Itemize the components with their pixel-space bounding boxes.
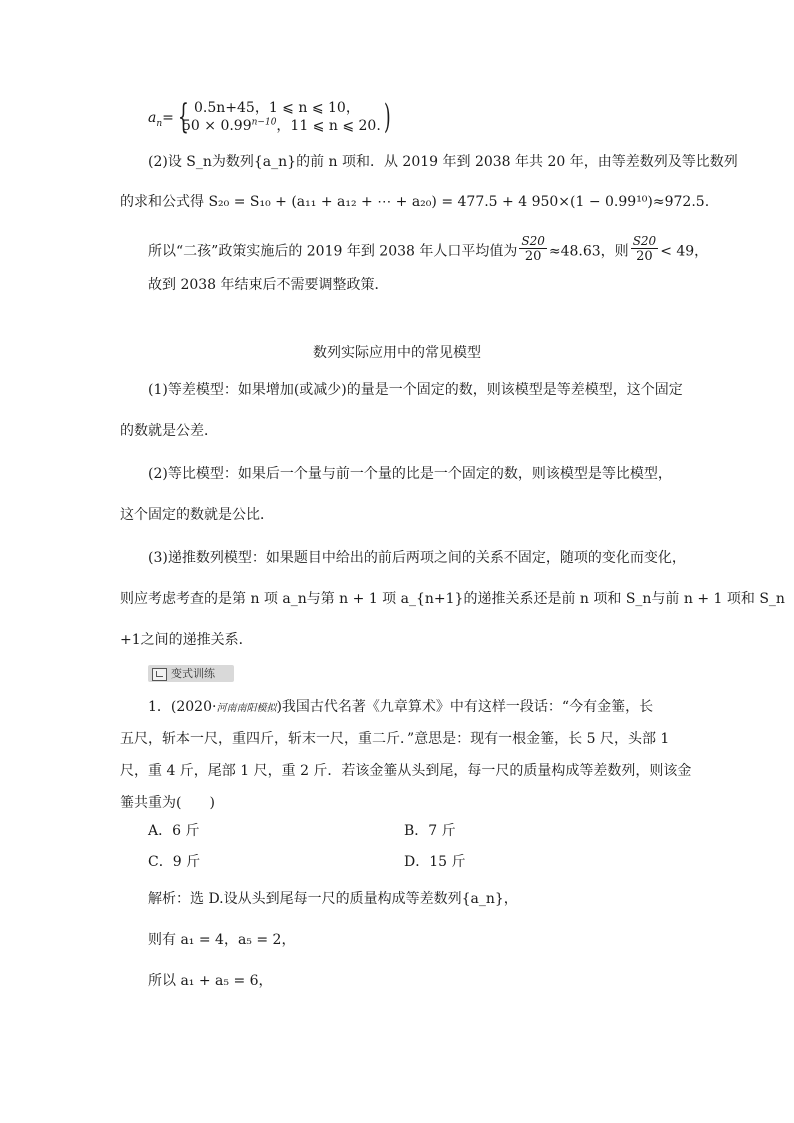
solution-line3: 所以 a₁ + a₅ = 6， (148, 973, 273, 989)
formula-lhs: $a_n=$ (148, 110, 174, 129)
problem-line3: 尺，重 4 斤，尾部 1 尺，重 2 斤．若该金箠从头到尾，每一尺的质量构成等差数列，则该金 (120, 763, 692, 779)
option-b: B．7 斤 (404, 823, 456, 839)
problem-line2: 五尺，斩本一尺，重四斤，斩末一尺，重二斤．”意思是：现有一根金箠，长 5 尺，头部 1 (120, 731, 670, 747)
model2-line1: (2)等比模型：如果后一个量与前一个量的比是一个固定的数，则该模型是等比模型， (148, 466, 672, 482)
piecewise-formula (148, 98, 408, 138)
solution-line1: 解析：选 D.设从头到尾每一尺的质量构成等差数列{a_n}， (148, 891, 518, 907)
solution-line2: 则有 a₁ = 4，a₅ = 2， (148, 932, 296, 948)
para2-line3: 所以“二孩”政策实施后的 2019 年到 2038 年人口平均值为 $\frac{S20}{20}$ ≈48.63，则 $\frac{S20}{20}$ < 49， (148, 234, 709, 264)
model3-line1: (3)递推数列模型：如果题目中给出的前后两项之间的关系不固定，随项的变化而变化， (148, 550, 686, 566)
option-a: A．6 斤 (148, 823, 200, 839)
option-c: C．9 斤 (148, 854, 201, 870)
model1-line2: 的数就是公差． (120, 423, 218, 439)
problem-line1: 1．(2020·河南南阳模拟)我国古代名著《九章算术》中有这样一段话：“今有金箠，长 (148, 699, 654, 715)
problem-line4: 箠共重为( ) (120, 795, 215, 811)
right-paren: ) (384, 97, 391, 137)
model3-line2: 则应考虑考查的是第 n 项 a_n与第 n + 1 项 a_{n+1}的递推关系还是前 n 项和 S_n与前 n + 1 项和 S_n (120, 591, 785, 607)
section-heading: 数列实际应用中的常见模型 (313, 345, 481, 361)
formula-row-1: 0.5n+45，1 ⩽ n ⩽ 10， (194, 100, 360, 116)
model1-line1: (1)等差模型：如果增加(或减少)的量是一个固定的数，则该模型是等差模型，这个固定 (148, 382, 683, 398)
option-d: D．15 斤 (404, 854, 466, 870)
exercise-icon (152, 668, 167, 681)
model3-line3: +1之间的递推关系． (120, 632, 253, 648)
para2-line4: 故到 2038 年结束后不需要调整政策． (148, 277, 389, 293)
para2-line2: 的求和公式得 S₂₀ = S₁₀ + (a₁₁ + a₁₂ + ⋯ + a₂₀) = 477.5 + 4 950×(1 − 0.99¹⁰)≈972.5. (120, 194, 710, 210)
para2-line1: (2)设 S_n为数列{a_n}的前 n 项和．从 2019 年到 2038 年共 20 年，由等差数列及等比数列 (148, 154, 738, 170)
formula-row-2: $50 \times 0.99^{n-10}$，11 ⩽ n ⩽ 20. (182, 117, 381, 134)
left-brace: { (178, 97, 189, 137)
fraction-s20-1: $\frac{S20}{20}$ (521, 234, 545, 264)
variant-training-badge: 变式训练 (148, 665, 234, 682)
fraction-s20-2: $\frac{S20}{20}$ (632, 234, 657, 264)
model2-line2: 这个固定的数就是公比． (120, 507, 274, 523)
